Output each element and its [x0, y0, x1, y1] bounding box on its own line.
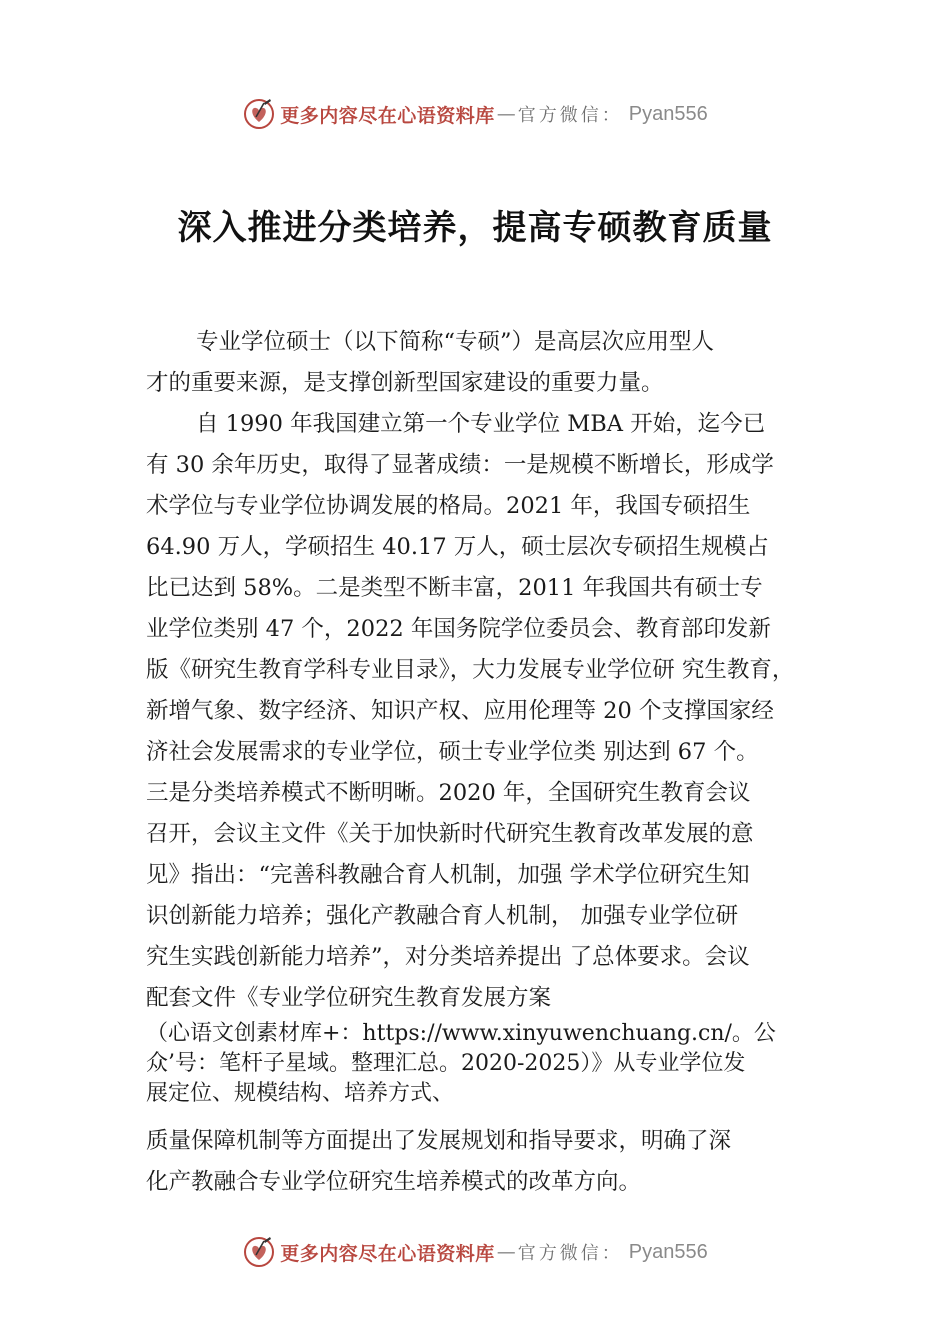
document-body — [146, 322, 846, 1203]
body-line: 专业学位硕士（以下简称“专硕”）是高层次应用型人 — [196, 329, 715, 355]
body-line: 64.90 万人，学硕招生 40.17 万人，硕士层次专硕招生规模占 — [146, 534, 769, 560]
body-line: 比已达到 58%。二是类型不断丰富，2011 年我国共有硕士专 — [146, 575, 763, 601]
banner-wechat-id: Pyan556 — [628, 102, 708, 125]
body-line: 展定位、规模结构、培养方式、 — [146, 1081, 455, 1106]
banner-dash: — — [496, 1241, 516, 1263]
banner-wechat-label: 官方微信： — [517, 105, 623, 126]
body-line: 识创新能力培养；强化产教融合育人机制， 加强专业学位研 — [146, 903, 739, 929]
body-line: 三是分类培养模式不断明晰。2020 年，全国研究生教育会议 — [146, 780, 751, 806]
banner-wechat-id: Pyan556 — [628, 1240, 708, 1263]
body-line: 配套文件《专业学位研究生教育发展方案 — [146, 985, 552, 1011]
document-title: 深入推进分类培养，提高专硕教育质量 — [177, 208, 773, 248]
body-line: 才的重要来源，是支撑创新型国家建设的重要力量。 — [146, 370, 664, 396]
body-line: 新增气象、数字经济、知识产权、应用伦理等 20 个支撑国家经 — [146, 698, 774, 724]
body-line: （心语文创素材库+：https://www.xinyuwenchuang.cn/。公 — [146, 1021, 776, 1046]
body-line: 有 30 余年历史，取得了显著成绩：一是规模不断增长，形成学 — [146, 452, 774, 478]
body-line: 质量保障机制等方面提出了发展规划和指导要求，明确了深 — [146, 1128, 732, 1154]
heart-pen-logo-icon — [242, 1235, 276, 1269]
body-line: 自 1990 年我国建立第一个专业学位 MBA 开始，迄今已 — [196, 411, 766, 437]
banner-dash: — — [496, 103, 516, 125]
body-line: 术学位与专业学位协调发展的格局。2021 年，我国专硕招生 — [146, 493, 751, 519]
body-line: 版《研究生教育学科专业目录》，大力发展专业学位研 究生教育， — [146, 657, 795, 683]
header-banner — [0, 94, 950, 134]
body-line: 众’号：笔杆子星域。整理汇总。2020-2025）》从专业学位发 — [146, 1051, 746, 1076]
body-line: 化产教融合专业学位研究生培养模式的改革方向。 — [146, 1169, 642, 1195]
banner-brand-text: 更多内容尽在心语资料库 — [280, 104, 495, 127]
banner-wechat-label: 官方微信： — [517, 1243, 623, 1264]
body-line: 济社会发展需求的专业学位，硕士专业学位类 别达到 67 个。 — [146, 739, 759, 765]
body-line: 见》指出：“完善科教融合育人机制，加强 学术学位研究生知 — [146, 862, 750, 888]
body-line: 究生实践创新能力培养”，对分类培养提出 了总体要求。会议 — [146, 944, 750, 970]
banner-brand-text: 更多内容尽在心语资料库 — [280, 1242, 495, 1265]
body-line: 业学位类别 47 个，2022 年国务院学位委员会、教育部印发新 — [146, 616, 771, 642]
heart-pen-logo-icon — [242, 97, 276, 131]
body-line: 召开，会议主文件《关于加快新时代研究生教育改革发展的意 — [146, 821, 754, 847]
footer-banner — [0, 1232, 950, 1272]
